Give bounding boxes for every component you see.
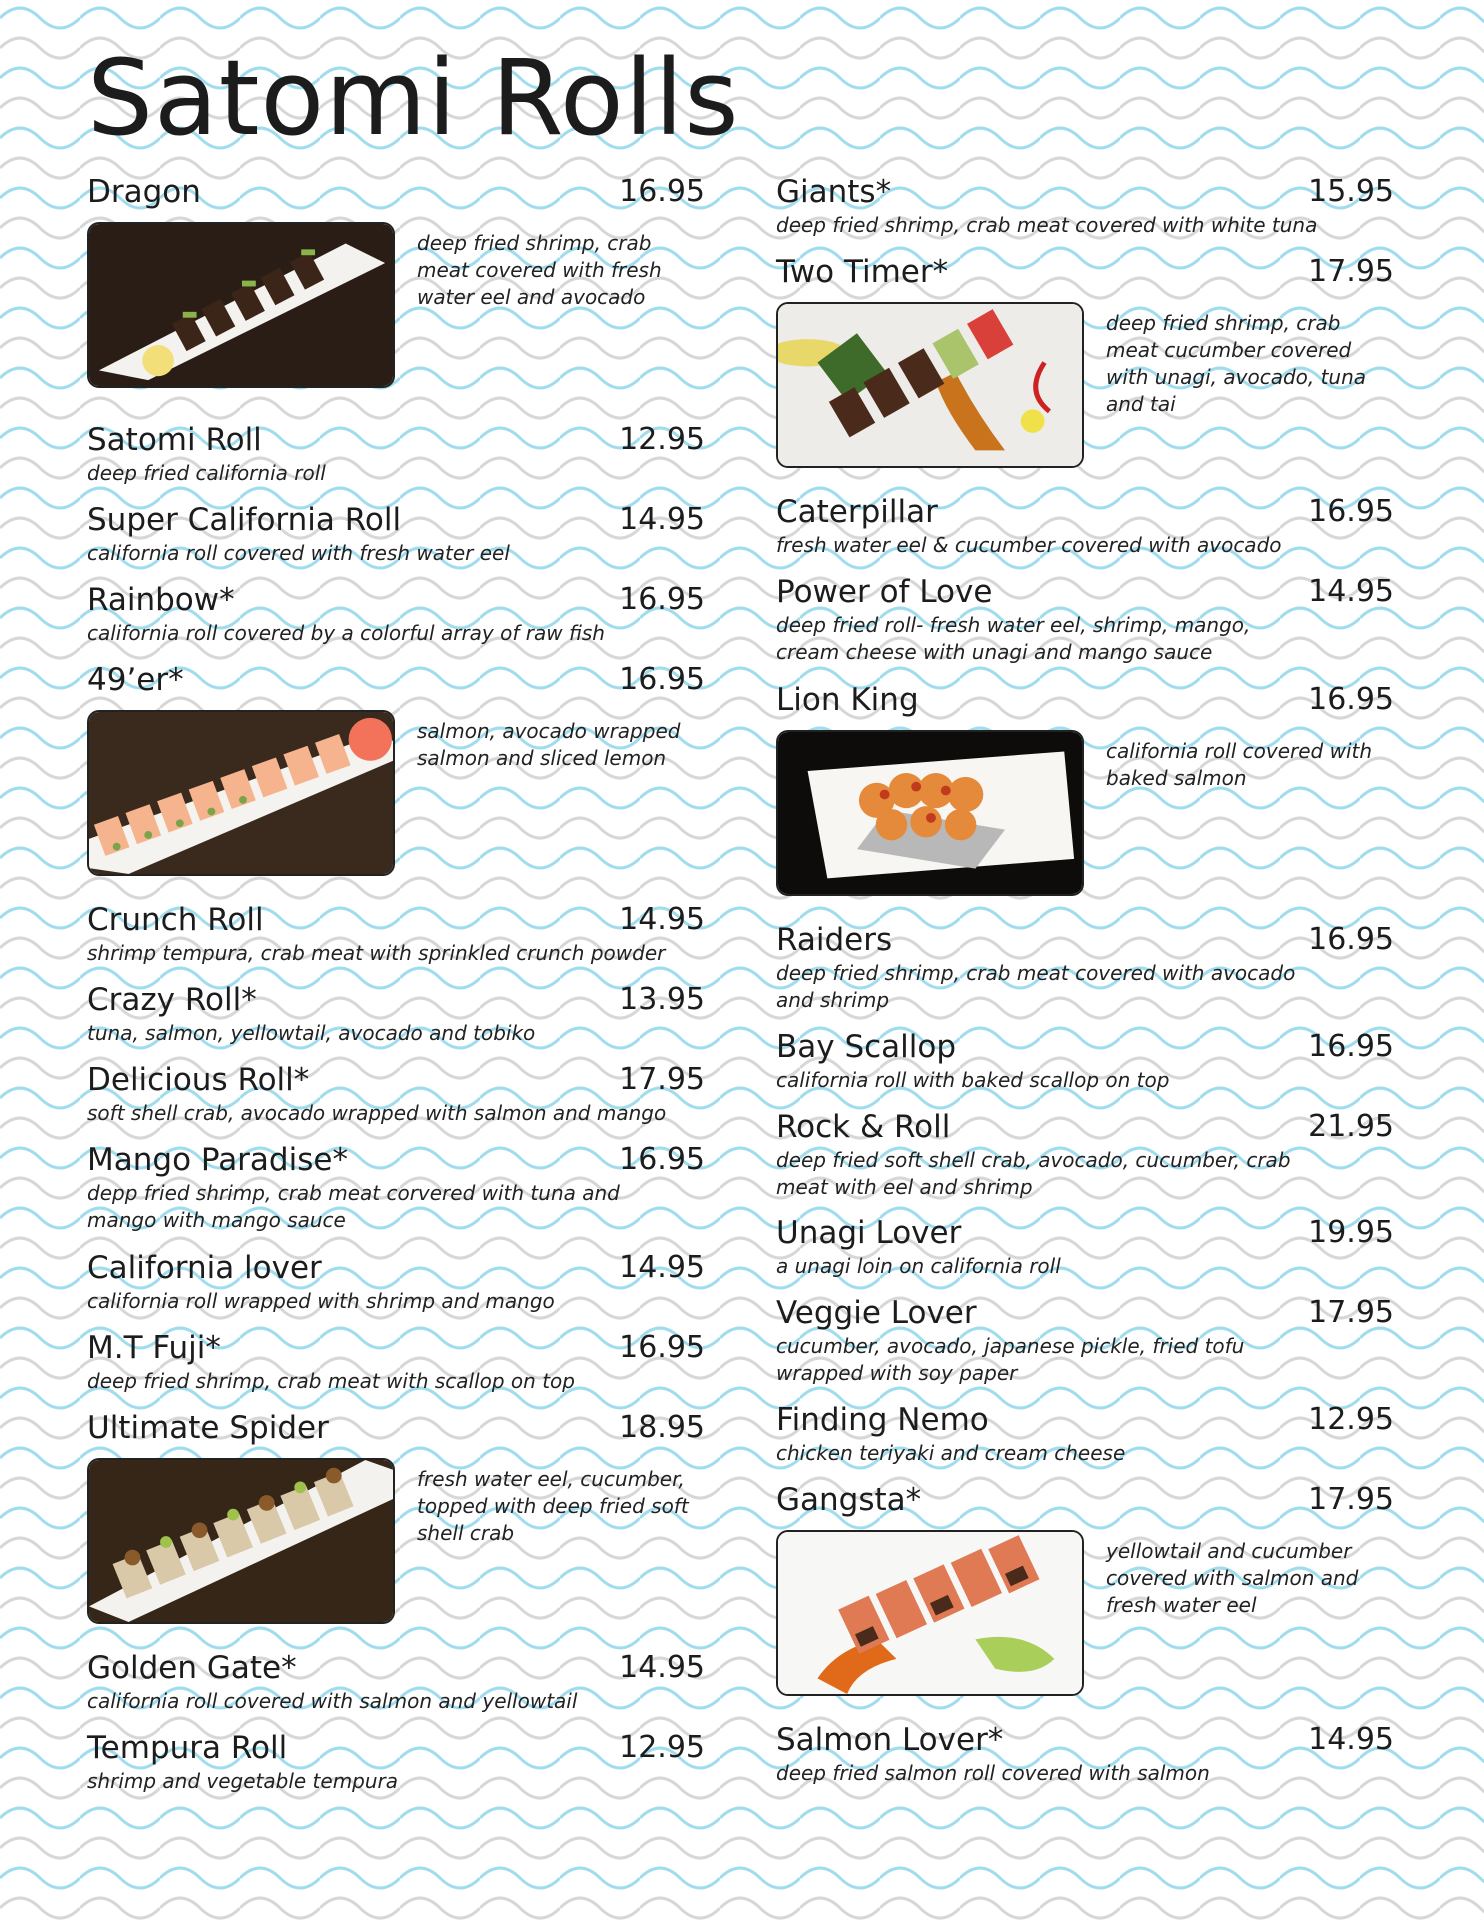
item-description: california roll covered with baked salmon — [1106, 739, 1373, 790]
menu-item-delicious-roll — [87, 1060, 705, 1127]
item-name: Caterpillar — [776, 494, 938, 530]
item-name: Mango Paradise* — [87, 1142, 348, 1178]
item-description: soft shell crab, avocado wrapped with salmon and mango — [87, 1101, 667, 1125]
menu-item-unagi-lover — [776, 1213, 1394, 1280]
item-price: 15.95 — [1308, 174, 1394, 209]
item-price: 16.95 — [619, 174, 705, 209]
menu-item-ultimate-spider — [87, 1408, 705, 1628]
item-name: Crunch Roll — [87, 902, 264, 938]
item-price: 12.95 — [1308, 1402, 1394, 1437]
item-description: deep fried roll- fresh water eel, shrimp, mango, cream cheese with unagi and mango sauce — [776, 613, 1251, 664]
item-description: deep fried salmon roll covered with salmon — [776, 1761, 1210, 1785]
item-description: deep fried shrimp, crab meat with scallop on top — [87, 1369, 575, 1393]
item-name: Finding Nemo — [776, 1402, 989, 1438]
item-name: Super California Roll — [87, 502, 402, 538]
item-description: california roll covered with fresh water eel — [87, 541, 510, 565]
menu-item-bay-scallop — [776, 1027, 1394, 1094]
item-description: chicken teriyaki and cream cheese — [776, 1441, 1126, 1465]
gangsta-roll-photo — [776, 1530, 1084, 1696]
item-price: 14.95 — [1308, 574, 1394, 609]
item-name: Rainbow* — [87, 582, 235, 618]
item-name: 49’er* — [87, 662, 184, 698]
item-description: california roll wrapped with shrimp and mango — [87, 1289, 555, 1313]
item-name: Power of Love — [776, 574, 993, 610]
item-price: 12.95 — [619, 422, 705, 457]
item-name: California lover — [87, 1250, 322, 1286]
menu-item-49er — [87, 660, 705, 880]
two-timer-roll-photo — [776, 302, 1084, 468]
menu-item-caterpillar — [776, 492, 1394, 559]
item-description: depp fried shrimp, crab meat corvered with tuna and mango with mango sauce — [87, 1181, 620, 1232]
menu-item-tempura-roll — [87, 1728, 705, 1795]
item-name: Bay Scallop — [776, 1029, 957, 1065]
menu-item-crazy-roll — [87, 980, 705, 1047]
item-price: 16.95 — [1308, 1029, 1394, 1064]
item-price: 19.95 — [1308, 1215, 1394, 1250]
item-name: Veggie Lover — [776, 1295, 977, 1331]
item-price: 16.95 — [619, 582, 705, 617]
item-price: 17.95 — [1308, 1295, 1394, 1330]
item-price: 18.95 — [619, 1410, 705, 1445]
item-name: M.T Fuji* — [87, 1330, 221, 1366]
item-price: 21.95 — [1308, 1109, 1394, 1144]
item-description: deep fried shrimp, crab meat covered with white tuna — [776, 213, 1318, 237]
menu-item-satomi-roll — [87, 420, 705, 487]
item-name: Lion King — [776, 682, 919, 718]
menu-item-super-california-roll — [87, 500, 705, 567]
item-price: 17.95 — [619, 1062, 705, 1097]
item-description: shrimp and vegetable tempura — [87, 1769, 399, 1793]
menu-item-rock-and-roll — [776, 1107, 1394, 1201]
item-name: Crazy Roll* — [87, 982, 257, 1018]
item-name: Giants* — [776, 174, 892, 210]
item-name: Tempura Roll — [87, 1730, 288, 1766]
item-price: 17.95 — [1308, 1482, 1394, 1517]
menu-item-golden-gate — [87, 1648, 705, 1715]
item-description: deep fried shrimp, crab meat covered with avocado and shrimp — [776, 961, 1296, 1012]
item-description: salmon, avocado wrapped salmon and sliced lemon — [417, 719, 681, 770]
menu-item-power-of-love — [776, 572, 1394, 666]
item-description: california roll covered by a colorful array of raw fish — [87, 621, 605, 645]
menu-item-giants — [776, 172, 1394, 239]
menu-item-veggie-lover — [776, 1293, 1394, 1387]
ultimate-spider-roll-photo — [87, 1458, 395, 1624]
item-description: fresh water eel & cucumber covered with avocado — [776, 533, 1282, 557]
item-description: california roll with baked scallop on top — [776, 1068, 1170, 1092]
item-name: Unagi Lover — [776, 1215, 962, 1251]
item-name: Salmon Lover* — [776, 1722, 1004, 1758]
item-price: 14.95 — [1308, 1722, 1394, 1757]
item-name: Delicious Roll* — [87, 1062, 310, 1098]
item-price: 16.95 — [619, 662, 705, 697]
item-name: Ultimate Spider — [87, 1410, 329, 1446]
item-description: cucumber, avocado, japanese pickle, fried tofu wrapped with soy paper — [776, 1334, 1245, 1385]
49er-roll-photo — [87, 710, 395, 876]
item-description: deep fried california roll — [87, 461, 326, 485]
item-name: Two Timer* — [776, 254, 949, 290]
item-name: Dragon — [87, 174, 201, 210]
menu-item-lion-king — [776, 680, 1394, 900]
item-name: Rock & Roll — [776, 1109, 951, 1145]
item-price: 12.95 — [619, 1730, 705, 1765]
item-description: deep fried soft shell crab, avocado, cucumber, crab meat with eel and shrimp — [776, 1148, 1291, 1199]
menu-item-california-lover — [87, 1248, 705, 1315]
item-price: 16.95 — [619, 1142, 705, 1177]
menu-item-gangsta — [776, 1480, 1394, 1700]
menu-title: Satomi Rolls — [87, 37, 740, 159]
item-price: 13.95 — [619, 982, 705, 1017]
item-description: california roll covered with salmon and yellowtail — [87, 1689, 578, 1713]
item-description: fresh water eel, cucumber, topped with deep fried soft shell crab — [417, 1467, 689, 1545]
menu-item-mt-fuji — [87, 1328, 705, 1395]
item-price: 16.95 — [619, 1330, 705, 1365]
menu-item-rainbow — [87, 580, 705, 647]
item-name: Gangsta* — [776, 1482, 922, 1518]
item-description: tuna, salmon, yellowtail, avocado and tobiko — [87, 1021, 536, 1045]
menu-item-dragon — [87, 172, 705, 392]
item-description: yellowtail and cucumber covered with salmon and fresh water eel — [1106, 1539, 1359, 1617]
item-price: 16.95 — [1308, 922, 1394, 957]
item-price: 14.95 — [619, 1650, 705, 1685]
menu-item-crunch-roll — [87, 900, 705, 967]
item-price: 14.95 — [619, 502, 705, 537]
menu-item-finding-nemo — [776, 1400, 1394, 1467]
menu-item-salmon-lover — [776, 1720, 1394, 1787]
item-name: Raiders — [776, 922, 893, 958]
item-price: 14.95 — [619, 1250, 705, 1285]
item-name: Satomi Roll — [87, 422, 262, 458]
item-price: 16.95 — [1308, 682, 1394, 717]
dragon-roll-photo — [87, 222, 395, 388]
menu-item-two-timer — [776, 252, 1394, 472]
item-description: deep fried shrimp, crab meat cucumber covered with unagi, avocado, tuna and tai — [1106, 311, 1367, 416]
item-description: deep fried shrimp, crab meat covered with fresh water eel and avocado — [417, 231, 662, 309]
item-price: 14.95 — [619, 902, 705, 937]
menu-item-raiders — [776, 920, 1394, 1014]
item-name: Golden Gate* — [87, 1650, 297, 1686]
item-price: 17.95 — [1308, 254, 1394, 289]
lion-king-roll-photo — [776, 730, 1084, 896]
item-price: 16.95 — [1308, 494, 1394, 529]
item-description: shrimp tempura, crab meat with sprinkled crunch powder — [87, 941, 666, 965]
item-description: a unagi loin on california roll — [776, 1254, 1061, 1278]
menu-item-mango-paradise — [87, 1140, 705, 1234]
